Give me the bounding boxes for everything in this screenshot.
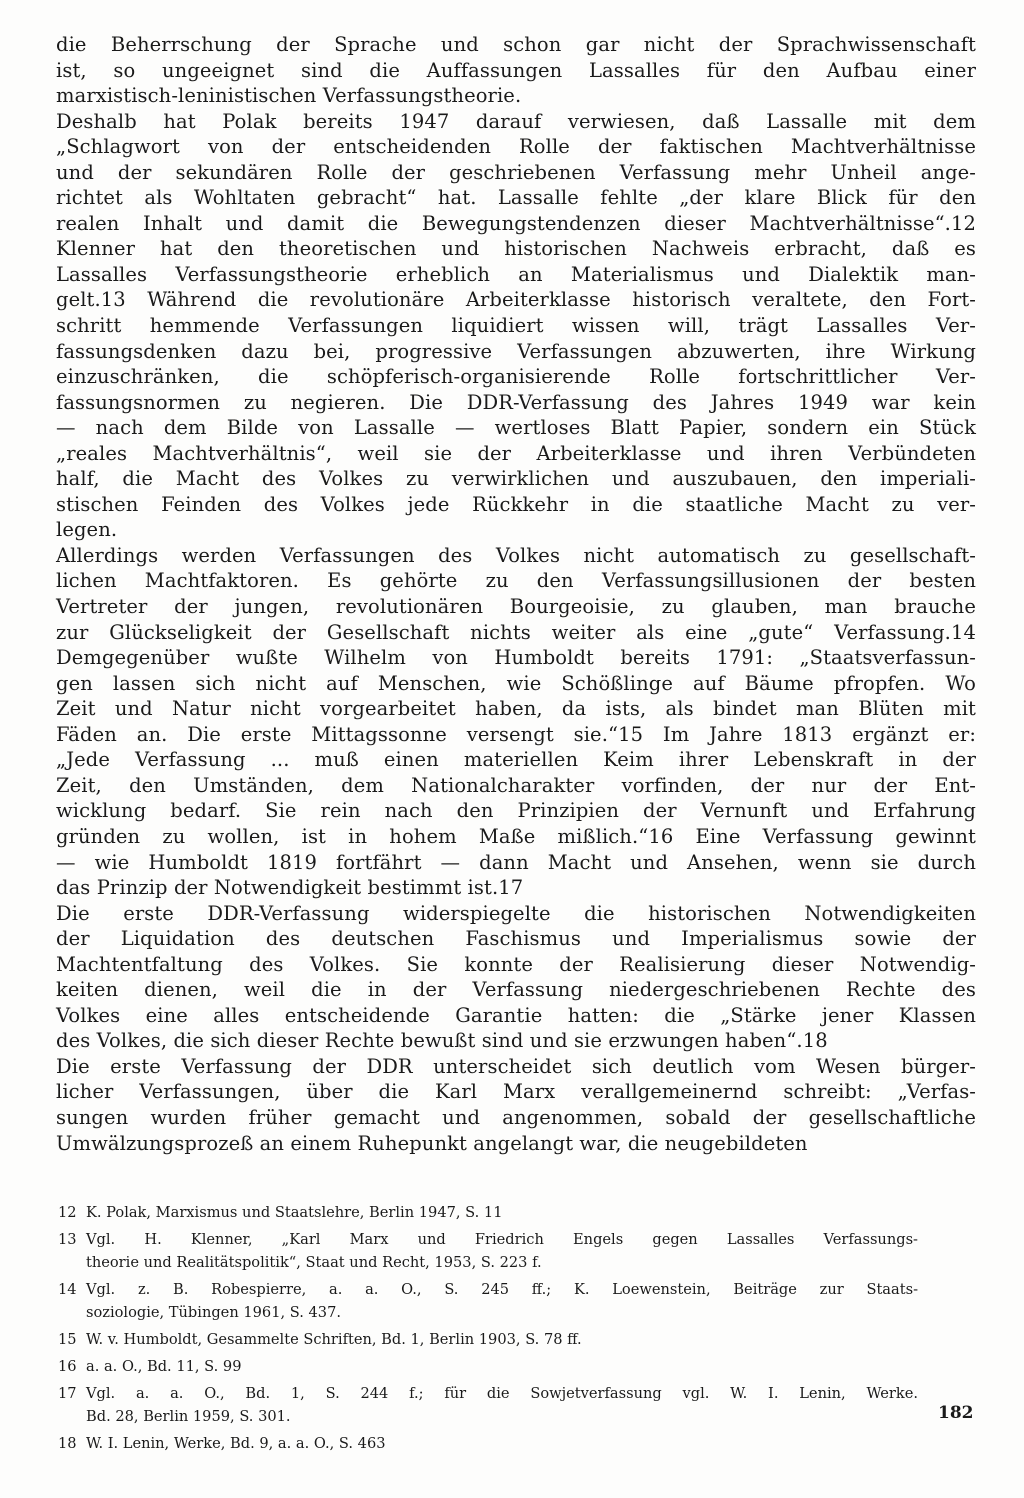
footnote (58, 1278, 918, 1328)
footnote-line: soziologie, Tübingen 1961, S. 437. (86, 1304, 342, 1321)
footnote-line: theorie und Realitätspolitik“, Staat und Recht, 1953, S. 223 f. (86, 1254, 542, 1271)
body-text (56, 32, 976, 1156)
footnotes (58, 1201, 918, 1459)
text-line: Lassalles Verfassungstheorie erheblich an Materialismus und Dialektik man- (56, 262, 976, 286)
text-line: des Volkes, die sich dieser Rechte bewußt sind und sie erzwungen haben“.18 (56, 1029, 828, 1053)
text-line: — wie Humboldt 1819 fortfährt — dann Macht und Ansehen, wenn sie durch (56, 850, 976, 874)
text-line: fassungsnormen zu negieren. Die DDR-Verfassung des Jahres 1949 war kein (56, 390, 976, 414)
footnote-spacer (58, 1455, 918, 1459)
footnote (58, 1328, 918, 1355)
text-line: Umwälzungsprozeß an einem Ruhepunkt angelangt war, die neugebildeten (56, 1131, 808, 1155)
footnote (58, 1201, 918, 1228)
text-line: zur Glückseligkeit der Gesellschaft nichts weiter als eine „gute“ Verfassung.14 (56, 620, 976, 644)
footnote-text: Vgl. H. Klenner, „Karl Marx und Friedrich Engels gegen Lassalles Verfassungs- (86, 1231, 918, 1248)
footnote-line: Bd. 28, Berlin 1959, S. 301. (86, 1408, 291, 1425)
text-line: die Beherrschung der Sprache und schon gar nicht der Sprachwissenschaft (56, 33, 976, 56)
footnote-number: 12 (58, 1204, 77, 1221)
text-line: Fäden an. Die erste Mittagssonne versengt sie.“15 Im Jahre 1813 ergänzt er: (56, 722, 976, 746)
footnote-line (58, 1355, 918, 1378)
text-line: lichen Machtfaktoren. Es gehörte zu den Verfassungsillusionen der besten (56, 569, 976, 593)
footnote-number: 15 (58, 1331, 77, 1348)
text-line: Vertreter der jungen, revolutionären Bourgeoisie, zu glauben, man brauche (56, 595, 976, 619)
text-line: realen Inhalt und damit die Bewegungstendenzen dieser Machtverhältnisse“.12 (56, 211, 976, 235)
footnote-line (58, 1201, 918, 1224)
footnote-text: a. a. O., Bd. 11, S. 99 (86, 1358, 242, 1375)
footnote (58, 1355, 918, 1382)
text-line: sungen wurden früher gemacht und angenommen, sobald der gesellschaftliche (56, 1105, 976, 1129)
text-line: Klenner hat den theoretischen und historischen Nachweis erbracht, daß es (56, 237, 976, 261)
text-line: Zeit und Natur nicht vorgearbeitet haben, da ists, als bindet man Blüten mit (56, 697, 976, 721)
text-line: Demgegenüber wußte Wilhelm von Humboldt bereits 1791: „Staatsverfassun- (56, 646, 976, 670)
footnote-text: Vgl. a. a. O., Bd. 1, S. 244 f.; für die Sowjetverfassung vgl. W. I. Lenin, Werke. (86, 1385, 918, 1402)
footnote-line (58, 1432, 918, 1455)
text-line: Volkes eine alles entscheidende Garantie hatten: die „Stärke jener Klassen (56, 1003, 976, 1027)
footnote-line (58, 1228, 918, 1251)
footnote-text: W. v. Humboldt, Gesammelte Schriften, Bd. 1, Berlin 1903, S. 78 ff. (86, 1331, 582, 1348)
text-line: schritt hemmende Verfassungen liquidiert wissen will, trägt Lassalles Ver- (56, 314, 976, 338)
text-line: Machtentfaltung des Volkes. Sie konnte der Realisierung dieser Notwendig- (56, 952, 976, 976)
text-line: Die erste Verfassung der DDR unterscheidet sich deutlich vom Wesen bürger- (56, 1054, 976, 1078)
text-line: einzuschränken, die schöpferisch-organisierende Rolle fortschrittlicher Ver- (56, 365, 976, 389)
footnote-line (58, 1278, 918, 1301)
footnote (58, 1228, 918, 1278)
text-line: wicklung bedarf. Sie rein nach den Prinzipien der Vernunft und Erfahrung (56, 799, 976, 823)
text-line: „Schlagwort von der entscheidenden Rolle der faktischen Machtverhältnisse (56, 135, 976, 159)
footnote-number: 14 (58, 1281, 77, 1298)
footnote-text: W. I. Lenin, Werke, Bd. 9, a. a. O., S. 463 (86, 1435, 386, 1452)
text-line: richtet als Wohltaten gebracht“ hat. Lassalle fehlte „der klare Blick für den (56, 186, 976, 210)
footnote-text: K. Polak, Marxismus und Staatslehre, Berlin 1947, S. 11 (86, 1204, 503, 1221)
footnote-line (58, 1328, 918, 1351)
footnote-text: Vgl. z. B. Robespierre, a. a. O., S. 245 ff.; K. Loewenstein, Beiträge zur Staats- (86, 1281, 918, 1298)
text-line: Deshalb hat Polak bereits 1947 darauf verwiesen, daß Lassalle mit dem (56, 109, 976, 133)
text-line: — nach dem Bilde von Lassalle — wertloses Blatt Papier, sondern ein Stück (56, 416, 976, 440)
text-line: licher Verfassungen, über die Karl Marx verallgemeinernd schreibt: „Verfas- (56, 1080, 976, 1104)
text-line: gelt.13 Während die revolutionäre Arbeiterklasse historisch veraltete, den Fort- (56, 288, 976, 312)
text-line: legen. (56, 518, 118, 542)
text-line: „Jede Verfassung ... muß einen materiellen Keim ihrer Lebenskraft in der (56, 748, 976, 772)
text-line: Die erste DDR-Verfassung widerspiegelte die historischen Notwendigkeiten (56, 901, 976, 925)
text-line: Zeit, den Umständen, dem Nationalcharakter vorfinden, der nur der Ent- (56, 773, 976, 797)
text-line: fassungsdenken dazu bei, progressive Verfassungen abzuwerten, ihre Wirkung (56, 339, 976, 363)
text-line: ist, so ungeeignet sind die Auffassungen Lassalles für den Aufbau einer (56, 58, 976, 82)
footnote-number: 13 (58, 1231, 77, 1248)
text-line: „reales Machtverhältnis“, weil sie der Arbeiterklasse und ihren Verbündeten (56, 441, 976, 465)
text-line: marxistisch-leninistischen Verfassungstheorie. (56, 84, 522, 108)
text-line: gründen zu wollen, ist in hohem Maße mißlich.“16 Eine Verfassung gewinnt (56, 824, 976, 848)
text-line: der Liquidation des deutschen Faschismus und Imperialismus sowie der (56, 927, 976, 951)
text-line: das Prinzip der Notwendigkeit bestimmt ist.17 (56, 876, 524, 900)
footnote-number: 18 (58, 1435, 77, 1452)
text-line: half, die Macht des Volkes zu verwirklichen und auszubauen, den imperiali- (56, 467, 976, 491)
page-number: 182 (938, 1403, 974, 1423)
text-line: keiten dienen, weil die in der Verfassung niedergeschriebenen Rechte des (56, 978, 976, 1002)
text-line: Allerdings werden Verfassungen des Volkes nicht automatisch zu gesellschaft- (56, 543, 976, 567)
text-line: stischen Feinden des Volkes jede Rückkehr in die staatliche Macht zu ver- (56, 492, 976, 516)
text-line: gen lassen sich nicht auf Menschen, wie Schößlinge auf Bäume pfropfen. Wo (56, 671, 976, 695)
footnote (58, 1432, 918, 1459)
text-line: und der sekundären Rolle der geschriebenen Verfassung mehr Unheil ange- (56, 160, 976, 184)
footnote (58, 1382, 918, 1432)
footnote-number: 17 (58, 1385, 77, 1402)
footnote-line (58, 1382, 918, 1405)
footnote-number: 16 (58, 1358, 77, 1375)
